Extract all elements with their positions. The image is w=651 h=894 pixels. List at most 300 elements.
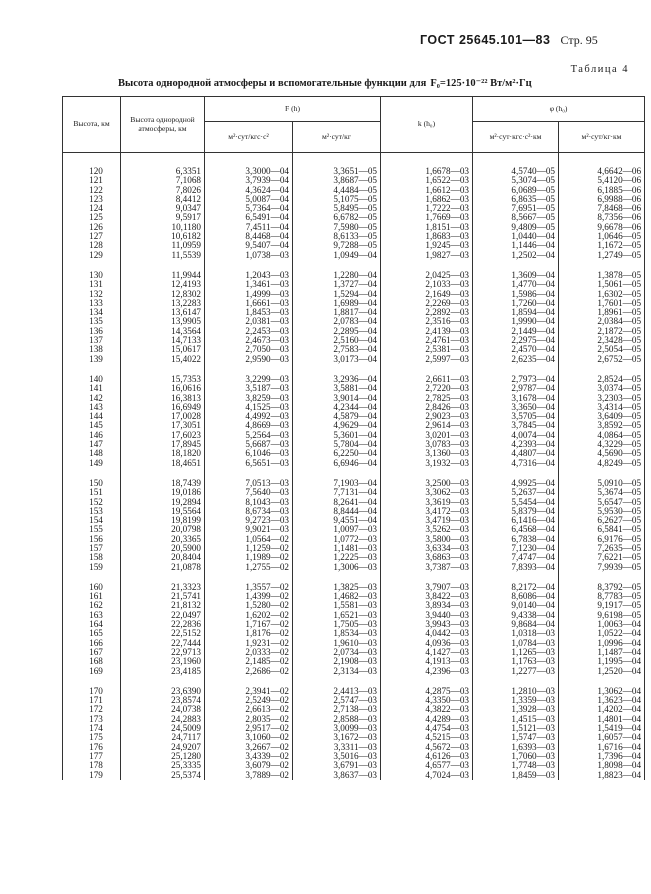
cell-phi1: 1,3359—03 bbox=[473, 696, 559, 705]
running-header bbox=[420, 33, 630, 48]
cell-height: 140 bbox=[63, 375, 121, 384]
table-body bbox=[63, 153, 645, 780]
cell-k: 3,0783—03 bbox=[381, 440, 473, 449]
cell-F1: 3,3000—04 bbox=[205, 167, 293, 176]
cell-hom-height: 16,6949 bbox=[121, 403, 205, 412]
cell-F2: 6,2250—04 bbox=[293, 449, 381, 458]
cell-k: 1,8683—03 bbox=[381, 232, 473, 241]
cell-height: 166 bbox=[63, 639, 121, 648]
cell-phi1: 1,1446—04 bbox=[473, 241, 559, 250]
cell-F2: 1,7505—03 bbox=[293, 620, 381, 629]
cell-F2: 1,3825—03 bbox=[293, 583, 381, 592]
cell-hom-height: 20,8404 bbox=[121, 553, 205, 562]
cell-F2: 5,8495—05 bbox=[293, 204, 381, 213]
cell-k: 3,8934—03 bbox=[381, 601, 473, 610]
cell-k: 2,6611—03 bbox=[381, 375, 473, 384]
cell-phi2: 4,5690—05 bbox=[559, 449, 645, 458]
cell-F2: 1,0949—04 bbox=[293, 251, 381, 260]
cell-phi1: 3,3650—04 bbox=[473, 403, 559, 412]
cell-phi2: 1,5061—05 bbox=[559, 280, 645, 289]
cell-k: 3,6863—03 bbox=[381, 553, 473, 562]
cell-F2: 3,0099—03 bbox=[293, 724, 381, 733]
cell-F2: 2,1908—03 bbox=[293, 657, 381, 666]
cell-F1: 6,5491—04 bbox=[205, 213, 293, 222]
cell-F2: 1,1481—03 bbox=[293, 544, 381, 553]
cell-height: 138 bbox=[63, 345, 121, 354]
cell-k: 1,7669—03 bbox=[381, 213, 473, 222]
cell-hom-height: 13,2283 bbox=[121, 299, 205, 308]
cell-height: 165 bbox=[63, 629, 121, 638]
cell-height: 137 bbox=[63, 336, 121, 345]
cell-F2: 3,2936—04 bbox=[293, 375, 381, 384]
cell-F2: 4,9629—04 bbox=[293, 421, 381, 430]
cell-k: 3,6334—03 bbox=[381, 544, 473, 553]
cell-hom-height: 18,7439 bbox=[121, 479, 205, 488]
cell-phi1: 2,1449—04 bbox=[473, 327, 559, 336]
cell-F2: 3,1672—03 bbox=[293, 733, 381, 742]
cell-F2: 1,5581—03 bbox=[293, 601, 381, 610]
cell-phi1: 1,8594—04 bbox=[473, 308, 559, 317]
cell-hom-height: 24,9207 bbox=[121, 743, 205, 752]
cell-height: 139 bbox=[63, 355, 121, 364]
cell-k: 4,1427—03 bbox=[381, 648, 473, 657]
cell-F1: 2,9517—02 bbox=[205, 724, 293, 733]
cell-phi2: 9,1917—05 bbox=[559, 601, 645, 610]
cell-phi1: 1,0318—03 bbox=[473, 629, 559, 638]
cell-height: 134 bbox=[63, 308, 121, 317]
cell-height: 156 bbox=[63, 535, 121, 544]
cell-k: 3,2500—03 bbox=[381, 479, 473, 488]
cell-k: 1,6612—03 bbox=[381, 186, 473, 195]
cell-F2: 6,6946—04 bbox=[293, 459, 381, 468]
cell-height: 144 bbox=[63, 412, 121, 421]
cell-phi2: 1,4801—04 bbox=[559, 715, 645, 724]
cell-F1: 7,0513—03 bbox=[205, 479, 293, 488]
table-number: Таблица 4 bbox=[570, 64, 629, 75]
cell-k: 3,7907—03 bbox=[381, 583, 473, 592]
cell-F1: 4,3624—04 bbox=[205, 186, 293, 195]
cell-F1: 2,1485—02 bbox=[205, 657, 293, 666]
cell-hom-height: 17,6023 bbox=[121, 431, 205, 440]
cell-hom-height: 23,4185 bbox=[121, 667, 205, 676]
cell-F1: 1,3461—03 bbox=[205, 280, 293, 289]
cell-hom-height: 19,8199 bbox=[121, 516, 205, 525]
table-row bbox=[63, 771, 645, 780]
cell-hom-height: 10,6182 bbox=[121, 232, 205, 241]
cell-height: 141 bbox=[63, 384, 121, 393]
cell-F1: 2,5249—02 bbox=[205, 696, 293, 705]
cell-hom-height: 14,7133 bbox=[121, 336, 205, 345]
cell-phi2: 8,7783—05 bbox=[559, 592, 645, 601]
cell-phi2: 8,7356—06 bbox=[559, 213, 645, 222]
cell-phi2: 3,8592—05 bbox=[559, 421, 645, 430]
cell-F1: 2,0381—03 bbox=[205, 317, 293, 326]
cell-phi1: 9,4338—04 bbox=[473, 611, 559, 620]
cell-phi2: 6,9988—06 bbox=[559, 195, 645, 204]
cell-k: 1,7222—03 bbox=[381, 204, 473, 213]
cell-F2: 5,3601—04 bbox=[293, 431, 381, 440]
cell-phi1: 1,9990—04 bbox=[473, 317, 559, 326]
cell-phi2: 1,1487—04 bbox=[559, 648, 645, 657]
cell-k: 2,9614—03 bbox=[381, 421, 473, 430]
cell-hom-height: 12,4193 bbox=[121, 280, 205, 289]
cell-F2: 3,5881—04 bbox=[293, 384, 381, 393]
cell-F1: 1,8453—03 bbox=[205, 308, 293, 317]
cell-hom-height: 17,8945 bbox=[121, 440, 205, 449]
cell-k: 4,1913—03 bbox=[381, 657, 473, 666]
cell-phi2: 5,3674—05 bbox=[559, 488, 645, 497]
cell-height: 168 bbox=[63, 657, 121, 666]
caption-condition: F₀=125·10⁻²² Вт/м²·Гц bbox=[430, 78, 532, 89]
cell-height: 145 bbox=[63, 421, 121, 430]
cell-phi1: 1,4770—04 bbox=[473, 280, 559, 289]
cell-F1: 1,6661—03 bbox=[205, 299, 293, 308]
cell-phi2: 1,3623—04 bbox=[559, 696, 645, 705]
cell-F1: 3,2299—03 bbox=[205, 375, 293, 384]
cell-phi1: 1,1763—03 bbox=[473, 657, 559, 666]
cell-phi1: 6,8635—05 bbox=[473, 195, 559, 204]
cell-hom-height: 23,8574 bbox=[121, 696, 205, 705]
cell-F2: 7,7131—04 bbox=[293, 488, 381, 497]
cell-phi1: 2,9787—04 bbox=[473, 384, 559, 393]
cell-height: 128 bbox=[63, 241, 121, 250]
cell-hom-height: 19,5564 bbox=[121, 507, 205, 516]
cell-hom-height: 14,3564 bbox=[121, 327, 205, 336]
spacer-cell bbox=[205, 153, 293, 168]
cell-F2: 4,5879—04 bbox=[293, 412, 381, 421]
cell-F2: 1,3006—03 bbox=[293, 563, 381, 572]
cell-phi1: 6,1416—04 bbox=[473, 516, 559, 525]
cell-phi1: 6,0689—05 bbox=[473, 186, 559, 195]
cell-hom-height: 25,5374 bbox=[121, 771, 205, 780]
cell-phi2: 5,4120—06 bbox=[559, 176, 645, 185]
cell-phi2: 1,2520—04 bbox=[559, 667, 645, 676]
cell-k: 3,3062—03 bbox=[381, 488, 473, 497]
cell-F1: 1,0738—03 bbox=[205, 251, 293, 260]
cell-phi1: 7,4747—04 bbox=[473, 553, 559, 562]
cell-F1: 2,0333—02 bbox=[205, 648, 293, 657]
cell-F1: 3,5187—03 bbox=[205, 384, 293, 393]
cell-phi1: 1,8459—03 bbox=[473, 771, 559, 780]
cell-height: 136 bbox=[63, 327, 121, 336]
cell-F2: 2,5160—04 bbox=[293, 336, 381, 345]
cell-height: 162 bbox=[63, 601, 121, 610]
cell-F1: 1,1259—02 bbox=[205, 544, 293, 553]
cell-phi1: 1,0440—04 bbox=[473, 232, 559, 241]
cell-phi2: 7,9939—05 bbox=[559, 563, 645, 572]
cell-hom-height: 25,1280 bbox=[121, 752, 205, 761]
cell-F2: 9,4551—04 bbox=[293, 516, 381, 525]
cell-height: 158 bbox=[63, 553, 121, 562]
cell-phi1: 9,0140—04 bbox=[473, 601, 559, 610]
cell-hom-height: 11,9944 bbox=[121, 271, 205, 280]
cell-F1: 2,7050—03 bbox=[205, 345, 293, 354]
cell-phi1: 6,7838—04 bbox=[473, 535, 559, 544]
spacer-cell bbox=[63, 153, 121, 168]
cell-hom-height: 8,4412 bbox=[121, 195, 205, 204]
cell-height: 125 bbox=[63, 213, 121, 222]
cell-k: 3,4172—03 bbox=[381, 507, 473, 516]
cell-k: 4,4289—03 bbox=[381, 715, 473, 724]
cell-F1: 5,0087—04 bbox=[205, 195, 293, 204]
cell-hom-height: 17,3051 bbox=[121, 421, 205, 430]
cell-hom-height: 21,0878 bbox=[121, 563, 205, 572]
cell-phi2: 1,1672—05 bbox=[559, 241, 645, 250]
cell-F1: 2,3941—02 bbox=[205, 687, 293, 696]
cell-F2: 1,2280—04 bbox=[293, 271, 381, 280]
cell-height: 169 bbox=[63, 667, 121, 676]
cell-F2: 1,0772—03 bbox=[293, 535, 381, 544]
cell-height: 120 bbox=[63, 167, 121, 176]
cell-k: 2,4139—03 bbox=[381, 327, 473, 336]
cell-hom-height: 13,9905 bbox=[121, 317, 205, 326]
cell-phi2: 1,7601—05 bbox=[559, 299, 645, 308]
cell-F1: 1,6202—02 bbox=[205, 611, 293, 620]
cell-F2: 8,2641—04 bbox=[293, 498, 381, 507]
cell-phi2: 3,0374—05 bbox=[559, 384, 645, 393]
cell-k: 4,7024—03 bbox=[381, 771, 473, 780]
cell-k: 1,9827—03 bbox=[381, 251, 473, 260]
cell-hom-height: 11,0959 bbox=[121, 241, 205, 250]
cell-height: 126 bbox=[63, 223, 121, 232]
cell-height: 146 bbox=[63, 431, 121, 440]
cell-F2: 5,1075—05 bbox=[293, 195, 381, 204]
cell-k: 2,7825—03 bbox=[381, 394, 473, 403]
cell-phi2: 4,0864—05 bbox=[559, 431, 645, 440]
cell-phi1: 1,3928—03 bbox=[473, 705, 559, 714]
cell-k: 3,9440—03 bbox=[381, 611, 473, 620]
cell-phi1: 1,1265—03 bbox=[473, 648, 559, 657]
cell-height: 124 bbox=[63, 204, 121, 213]
cell-phi2: 2,0384—05 bbox=[559, 317, 645, 326]
cell-k: 1,6678—03 bbox=[381, 167, 473, 176]
cell-F1: 1,5280—02 bbox=[205, 601, 293, 610]
cell-hom-height: 15,4022 bbox=[121, 355, 205, 364]
cell-F1: 9,9021—03 bbox=[205, 525, 293, 534]
cell-phi1: 1,2277—03 bbox=[473, 667, 559, 676]
cell-F2: 1,4682—03 bbox=[293, 592, 381, 601]
col-phi-unit1: м²·сут·кгс·с²·км bbox=[473, 122, 559, 153]
cell-height: 122 bbox=[63, 186, 121, 195]
cell-phi1: 1,7748—03 bbox=[473, 761, 559, 770]
cell-hom-height: 22,5152 bbox=[121, 629, 205, 638]
cell-phi1: 2,6235—04 bbox=[473, 355, 559, 364]
cell-hom-height: 21,8132 bbox=[121, 601, 205, 610]
cell-hom-height: 19,0186 bbox=[121, 488, 205, 497]
cell-height: 149 bbox=[63, 459, 121, 468]
cell-F2: 2,8588—03 bbox=[293, 715, 381, 724]
cell-F1: 2,9590—03 bbox=[205, 355, 293, 364]
cell-F1: 1,9231—02 bbox=[205, 639, 293, 648]
cell-k: 2,1033—03 bbox=[381, 280, 473, 289]
cell-hom-height: 10,1180 bbox=[121, 223, 205, 232]
cell-F1: 8,1043—03 bbox=[205, 498, 293, 507]
cell-phi1: 9,4809—05 bbox=[473, 223, 559, 232]
col-k-header: k (h₀) bbox=[381, 97, 473, 153]
cell-hom-height: 21,5741 bbox=[121, 592, 205, 601]
cell-height: 151 bbox=[63, 488, 121, 497]
cell-phi2: 3,6409—05 bbox=[559, 412, 645, 421]
cell-height: 175 bbox=[63, 733, 121, 742]
cell-phi2: 3,2303—05 bbox=[559, 394, 645, 403]
cell-hom-height: 9,0347 bbox=[121, 204, 205, 213]
cell-height: 161 bbox=[63, 592, 121, 601]
col-height-header: Высота, км bbox=[63, 97, 121, 153]
cell-phi1: 7,8393—04 bbox=[473, 563, 559, 572]
cell-phi1: 1,2810—03 bbox=[473, 687, 559, 696]
cell-phi2: 1,6302—05 bbox=[559, 290, 645, 299]
cell-phi2: 1,6716—04 bbox=[559, 743, 645, 752]
cell-phi1: 5,5454—04 bbox=[473, 498, 559, 507]
cell-k: 3,5800—03 bbox=[381, 535, 473, 544]
cell-height: 129 bbox=[63, 251, 121, 260]
cell-height: 179 bbox=[63, 771, 121, 780]
cell-F2: 2,7583—04 bbox=[293, 345, 381, 354]
cell-height: 155 bbox=[63, 525, 121, 534]
table-row bbox=[63, 459, 645, 468]
cell-hom-height: 22,7444 bbox=[121, 639, 205, 648]
cell-height: 167 bbox=[63, 648, 121, 657]
col-hom-height-header: Высота однородной атмосферы, км bbox=[121, 97, 205, 153]
cell-phi2: 9,6198—05 bbox=[559, 611, 645, 620]
cell-F1: 3,7889—02 bbox=[205, 771, 293, 780]
cell-k: 1,9245—03 bbox=[381, 241, 473, 250]
cell-F2: 3,3651—05 bbox=[293, 167, 381, 176]
cell-F2: 3,8687—05 bbox=[293, 176, 381, 185]
cell-height: 177 bbox=[63, 752, 121, 761]
cell-F1: 1,0564—02 bbox=[205, 535, 293, 544]
cell-F1: 9,2723—03 bbox=[205, 516, 293, 525]
cell-k: 3,5262—03 bbox=[381, 525, 473, 534]
cell-phi2: 1,0063—04 bbox=[559, 620, 645, 629]
cell-k: 2,7220—03 bbox=[381, 384, 473, 393]
cell-hom-height: 9,5917 bbox=[121, 213, 205, 222]
cell-F1: 2,2686—02 bbox=[205, 667, 293, 676]
cell-F2: 1,6989—04 bbox=[293, 299, 381, 308]
cell-phi2: 2,8524—05 bbox=[559, 375, 645, 384]
cell-F1: 2,4673—03 bbox=[205, 336, 293, 345]
cell-phi2: 1,3878—05 bbox=[559, 271, 645, 280]
cell-F2: 6,6782—05 bbox=[293, 213, 381, 222]
cell-k: 4,5215—03 bbox=[381, 733, 473, 742]
cell-F1: 3,7939—04 bbox=[205, 176, 293, 185]
cell-phi1: 1,5986—04 bbox=[473, 290, 559, 299]
cell-F1: 2,2453—03 bbox=[205, 327, 293, 336]
spacer-cell bbox=[121, 153, 205, 168]
cell-height: 135 bbox=[63, 317, 121, 326]
cell-phi2: 1,8823—04 bbox=[559, 771, 645, 780]
data-table bbox=[62, 96, 645, 780]
cell-phi2: 4,6642—06 bbox=[559, 167, 645, 176]
cell-height: 131 bbox=[63, 280, 121, 289]
cell-F2: 8,6133—05 bbox=[293, 232, 381, 241]
cell-phi1: 7,1230—04 bbox=[473, 544, 559, 553]
cell-phi2: 5,6547—05 bbox=[559, 498, 645, 507]
cell-k: 3,7387—03 bbox=[381, 563, 473, 572]
cell-phi2: 6,2627—05 bbox=[559, 516, 645, 525]
cell-F1: 4,1525—03 bbox=[205, 403, 293, 412]
cell-phi1: 5,8379—04 bbox=[473, 507, 559, 516]
cell-F2: 1,3727—04 bbox=[293, 280, 381, 289]
cell-k: 2,2269—03 bbox=[381, 299, 473, 308]
cell-phi1: 2,7973—04 bbox=[473, 375, 559, 384]
cell-phi2: 2,5054—05 bbox=[559, 345, 645, 354]
cell-hom-height: 16,3813 bbox=[121, 394, 205, 403]
cell-F2: 1,6521—03 bbox=[293, 611, 381, 620]
cell-F2: 1,9610—03 bbox=[293, 639, 381, 648]
cell-F2: 1,8534—03 bbox=[293, 629, 381, 638]
cell-phi2: 7,2635—05 bbox=[559, 544, 645, 553]
cell-hom-height: 24,5009 bbox=[121, 724, 205, 733]
cell-phi1: 1,7260—04 bbox=[473, 299, 559, 308]
cell-F1: 4,4992—03 bbox=[205, 412, 293, 421]
cell-k: 1,8151—03 bbox=[381, 223, 473, 232]
cell-k: 2,8426—03 bbox=[381, 403, 473, 412]
cell-phi1: 4,5740—05 bbox=[473, 167, 559, 176]
cell-phi2: 1,8098—04 bbox=[559, 761, 645, 770]
table-row bbox=[63, 251, 645, 260]
cell-hom-height: 24,0738 bbox=[121, 705, 205, 714]
cell-F1: 8,4468—04 bbox=[205, 232, 293, 241]
cell-F2: 1,8817—04 bbox=[293, 308, 381, 317]
cell-k: 3,3619—03 bbox=[381, 498, 473, 507]
cell-F1: 3,1060—02 bbox=[205, 733, 293, 742]
cell-hom-height: 12,8302 bbox=[121, 290, 205, 299]
cell-phi2: 9,6678—06 bbox=[559, 223, 645, 232]
cell-phi1: 4,9925—04 bbox=[473, 479, 559, 488]
cell-hom-height: 11,5539 bbox=[121, 251, 205, 260]
cell-F1: 9,5407—04 bbox=[205, 241, 293, 250]
cell-F2: 3,3311—03 bbox=[293, 743, 381, 752]
cell-phi1: 1,3609—04 bbox=[473, 271, 559, 280]
cell-height: 132 bbox=[63, 290, 121, 299]
cell-hom-height: 13,6147 bbox=[121, 308, 205, 317]
cell-F2: 2,0734—03 bbox=[293, 648, 381, 657]
cell-F1: 1,1989—02 bbox=[205, 553, 293, 562]
cell-phi2: 2,3428—05 bbox=[559, 336, 645, 345]
cell-F2: 7,5980—05 bbox=[293, 223, 381, 232]
cell-k: 4,4754—03 bbox=[381, 724, 473, 733]
cell-phi1: 5,2637—04 bbox=[473, 488, 559, 497]
cell-phi2: 7,8468—06 bbox=[559, 204, 645, 213]
cell-phi2: 2,1872—05 bbox=[559, 327, 645, 336]
cell-k: 4,3350—03 bbox=[381, 696, 473, 705]
cell-F1: 1,4999—03 bbox=[205, 290, 293, 299]
cell-phi1: 1,5747—03 bbox=[473, 733, 559, 742]
cell-k: 4,6126—03 bbox=[381, 752, 473, 761]
cell-height: 148 bbox=[63, 449, 121, 458]
cell-phi2: 8,3792—05 bbox=[559, 583, 645, 592]
cell-phi1: 8,5667—05 bbox=[473, 213, 559, 222]
col-phi-unit2: м²·сут/кг·км bbox=[559, 122, 645, 153]
cell-hom-height: 18,1820 bbox=[121, 449, 205, 458]
cell-hom-height: 20,3365 bbox=[121, 535, 205, 544]
cell-phi1: 1,4515—03 bbox=[473, 715, 559, 724]
cell-F2: 4,2344—04 bbox=[293, 403, 381, 412]
cell-k: 3,9943—03 bbox=[381, 620, 473, 629]
cell-hom-height: 24,2883 bbox=[121, 715, 205, 724]
cell-phi2: 1,3062—04 bbox=[559, 687, 645, 696]
col-F-unit2: м²·сут/кг bbox=[293, 122, 381, 153]
cell-phi2: 1,2749—05 bbox=[559, 251, 645, 260]
cell-height: 130 bbox=[63, 271, 121, 280]
table-caption bbox=[118, 77, 532, 89]
cell-phi2: 5,0910—05 bbox=[559, 479, 645, 488]
cell-F2: 3,8637—03 bbox=[293, 771, 381, 780]
cell-phi2: 7,6221—05 bbox=[559, 553, 645, 562]
cell-phi1: 8,6086—04 bbox=[473, 592, 559, 601]
cell-k: 4,6577—03 bbox=[381, 761, 473, 770]
